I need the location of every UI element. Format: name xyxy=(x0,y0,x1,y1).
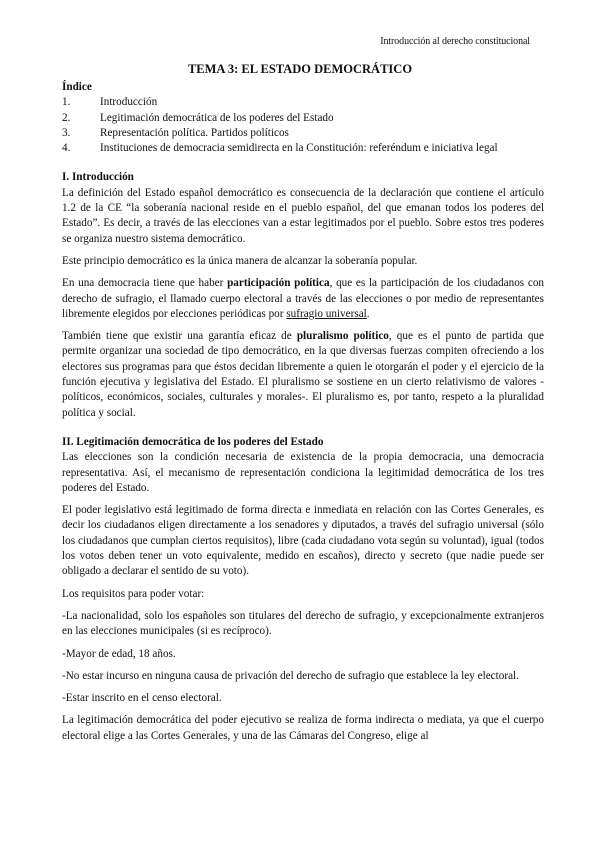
index-item xyxy=(62,95,544,110)
index-list xyxy=(62,95,544,156)
text-run: También tiene que existir una garantía eficaz de xyxy=(62,330,297,343)
paragraph: La legitimación democrática del poder ejecutivo se realiza de forma indirecta o mediata, ya que el cuerpo electoral elige a las Cortes Generales, y una de las Cámaras del Congreso, elige al xyxy=(62,714,544,742)
text-run: En una democracia tiene que haber xyxy=(62,277,228,290)
paragraph: -Mayor de edad, 18 años. xyxy=(62,647,176,660)
underlined-term: sufragio universal xyxy=(286,307,367,320)
index-item-number: 4. xyxy=(62,142,71,155)
index-item xyxy=(62,141,544,156)
paragraph: Este principio democrático es la única manera de alcanzar la soberanía popular. xyxy=(62,254,418,267)
paragraph: El poder legislativo está legitimado de forma directa e inmediata en relación con las Cortes Generales, es decir los ciudadanos eligen directamente a los senadores y diputados, a través del sufragio universal (sólo los ciudadanos que cumplan ciertos requisitos), libre (cada ciudadano vota según su voluntad), igual (todos los votos deben tener un voto equivalente, medido en escaños), directo y secreto (que nadie puede ser obligado a declarar el sentido de su voto). xyxy=(62,504,544,578)
paragraph xyxy=(62,329,544,421)
index-item xyxy=(62,111,544,126)
index-item-text: Representación política. Partidos políticos xyxy=(100,126,289,139)
paragraph: -No estar incurso en ninguna causa de privación del derecho de sufragio que establece la ley electoral. xyxy=(62,669,519,682)
running-header: Introducción al derecho constitucional xyxy=(380,36,530,47)
paragraph: -La nacionalidad, solo los españoles son titulares del derecho de sufragio, y excepcionalmente extranjeros en las elecciones municipales (si es recíproco). xyxy=(62,609,544,638)
paragraph: Las elecciones son la condición necesaria de existencia de la propia democracia, una democracia representativa. Así, el mecanismo de representación condiciona la legitimidad democrática de los tres poderes del Estado. xyxy=(62,451,544,494)
document-body xyxy=(62,80,544,751)
section-heading-introduccion: I. Introducción xyxy=(62,171,134,184)
index-item-text: Introducción xyxy=(100,96,158,109)
paragraph xyxy=(62,276,544,322)
bold-term: pluralismo político xyxy=(296,330,389,343)
bold-term: participación política xyxy=(227,277,330,290)
index-item-text: Legitimación democrática de los poderes del Estado xyxy=(100,111,334,124)
text-run: . xyxy=(366,307,370,320)
index-item-text: Instituciones de democracia semidirecta en la Constitución: referéndum e iniciativa legal xyxy=(100,142,498,155)
paragraph: -Estar inscrito en el censo electoral. xyxy=(62,692,222,705)
index-item-number: 3. xyxy=(62,126,71,139)
text-run: , que es la participación de los ciudadanos con derecho de sufragio, el llamado cuerpo electoral a través de las elecciones o por medio de representantes libremente elegidos por elecciones periódicas por xyxy=(62,277,545,320)
index-item-number: 1. xyxy=(62,96,71,109)
text-run: , que es el punto de partida que permite organizar una sociedad de tipo democrático, en la que diversas fuerzas compiten ofreciendo a los electores sus programas para que éstos decidan libremente a quien le otorgarán el poder y el ejercicio de la función ejecutiva y legislativa del Estado. El pluralismo se sostiene en un cierto relativismo de valores -políticos, económicos, sociales, culturales y morales-. El pluralismo es, por tanto, respeto a la pluralidad política y social. xyxy=(62,330,544,419)
section-heading-legitimacion: II. Legitimación democrática de los poderes del Estado xyxy=(62,435,324,448)
page-title: TEMA 3: EL ESTADO DEMOCRÁTICO xyxy=(187,62,413,76)
index-item-number: 2. xyxy=(62,111,71,124)
paragraph: La definición del Estado español democrático es consecuencia de la declaración que contiene el artículo 1.2 de la CE “la soberanía nacional reside en el pueblo español, del que emanan todos los poderes del Estado”. Es decir, a través de las elecciones van a estar legitimados por el pueblo. Sobre estos tres poderes se organiza nuestro sistema democrático. xyxy=(62,186,544,245)
index-item xyxy=(62,126,544,141)
paragraph: Los requisitos para poder votar: xyxy=(62,587,205,600)
index-heading: Índice xyxy=(62,81,92,93)
